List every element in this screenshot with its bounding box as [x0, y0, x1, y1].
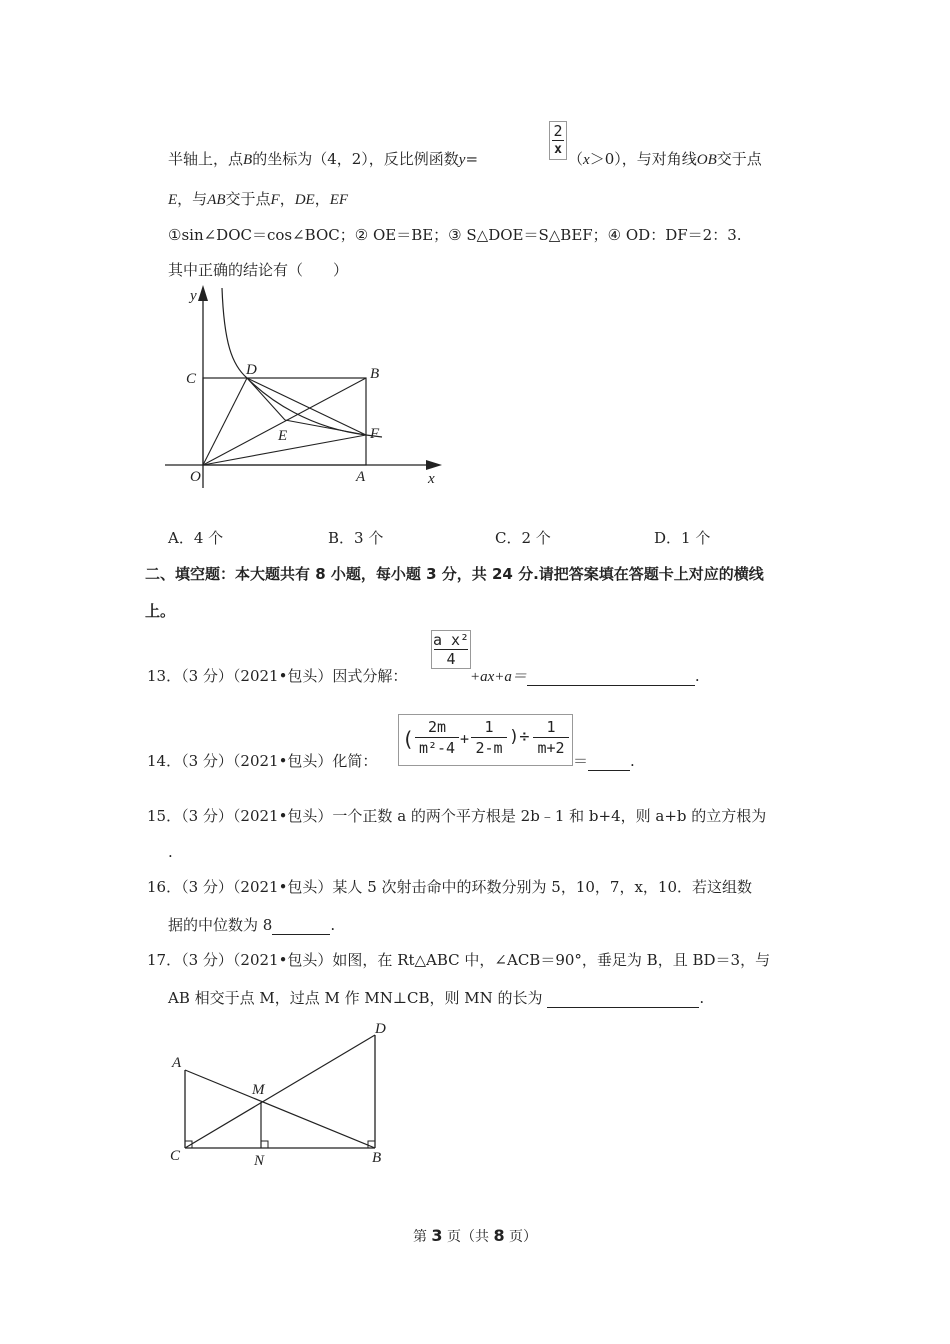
option-d[interactable]: D．1 个 — [654, 529, 711, 547]
label-D: D — [246, 362, 257, 378]
label-C: C — [170, 1148, 181, 1164]
segment-OD — [203, 378, 247, 465]
segment-DF — [247, 378, 366, 435]
option-a[interactable]: A．4 个 — [168, 529, 224, 547]
q16-answer-blank[interactable] — [272, 918, 330, 935]
label-M: M — [252, 1082, 265, 1098]
q15-line1: 15．（3 分）（2021•包头）一个正数 a 的两个平方根是 2b﹣1 和 b+4，则 a+b 的立方根为 — [147, 807, 767, 825]
label-B: B — [372, 1150, 382, 1166]
page-total: 8 — [493, 1226, 505, 1245]
q14-prefix: 14．（3 分）（2021•包头）化简： — [147, 752, 378, 770]
q12-fraction: 2 x — [549, 121, 567, 160]
q14-expression: ( 2m m²-4 + 1 2-m )÷ 1 m+2 — [398, 714, 573, 766]
label-O: O — [190, 469, 201, 485]
option-c[interactable]: C．2 个 — [495, 529, 551, 547]
segment-AB — [185, 1070, 375, 1148]
q17-figure — [160, 1015, 400, 1175]
q17-line1: 17．（3 分）（2021•包头）如图，在 Rt△ABC 中，∠ACB＝90°，垂足为 B，且 BD＝3，与 — [147, 951, 771, 969]
label-y: y — [190, 288, 197, 304]
q16-line2: 据的中位数为 8 . — [168, 916, 336, 934]
segment-DE — [247, 378, 285, 420]
right-angle-N — [261, 1141, 268, 1148]
option-b[interactable]: B．3 个 — [328, 529, 384, 547]
q12-line1-tail: （x＞0），与对角线OB交于点 — [568, 150, 762, 168]
section-heading-cont: 上。 — [145, 602, 176, 620]
label-A: A — [172, 1055, 182, 1071]
segment-EF — [285, 420, 366, 435]
label-E: E — [278, 428, 288, 444]
section-heading: 二、填空题：本大题共有 8 小题，每小题 3 分，共 24 分.请把答案填在答题卡上对应的横线 — [145, 565, 764, 583]
q12-line1: 半轴上，点B的坐标为（4，2），反比例函数y= — [168, 150, 479, 168]
q13-answer-blank[interactable] — [527, 669, 695, 686]
q14-answer-blank[interactable] — [588, 754, 630, 771]
label-D: D — [375, 1021, 386, 1037]
page-number: 3 — [431, 1226, 443, 1245]
q17-line2: AB 相交于点 M，过点 M 作 MN⊥CB，则 MN 的长为 . — [168, 989, 705, 1007]
q12-question: 其中正确的结论有（ ） — [168, 261, 349, 279]
label-B: B — [370, 366, 380, 382]
q12-line2: E，与AB交于点F，DE，EF — [168, 190, 349, 208]
q14-suffix: ＝ . — [573, 752, 635, 770]
q13-suffix: +ax+a＝ . — [470, 667, 700, 685]
q13-prefix: 13．（3 分）（2021•包头）因式分解： — [147, 667, 408, 685]
q15-line2: . — [168, 843, 173, 861]
q17-answer-blank[interactable] — [547, 991, 699, 1008]
y-axis-arrow — [198, 285, 208, 301]
label-F: F — [370, 426, 380, 442]
x-axis-arrow — [426, 460, 442, 470]
diagonal-OB — [203, 378, 366, 465]
label-A: A — [356, 469, 366, 485]
q14-frac1: 2m m²-4 — [415, 717, 459, 758]
label-N: N — [254, 1153, 265, 1169]
q14-frac3: 1 m+2 — [533, 717, 569, 758]
q16-line1: 16．（3 分）（2021•包头）某人 5 次射击命中的环数分别为 5，10，7，x，10．若这组数 — [147, 878, 752, 896]
q12-figure — [160, 283, 460, 498]
label-C: C — [186, 371, 197, 387]
segment-CD — [185, 1035, 375, 1148]
page-footer: 第 3 页（共 8 页） — [412, 1226, 538, 1245]
q12-statements: ①sin∠DOC＝cos∠BOC；② OE＝BE；③ S△DOE＝S△BEF；④ OD：DF＝2：3. — [168, 226, 742, 244]
q14-frac2: 1 2-m — [471, 717, 507, 758]
q13-fraction: a x² 4 — [432, 631, 470, 668]
label-x: x — [428, 471, 435, 487]
